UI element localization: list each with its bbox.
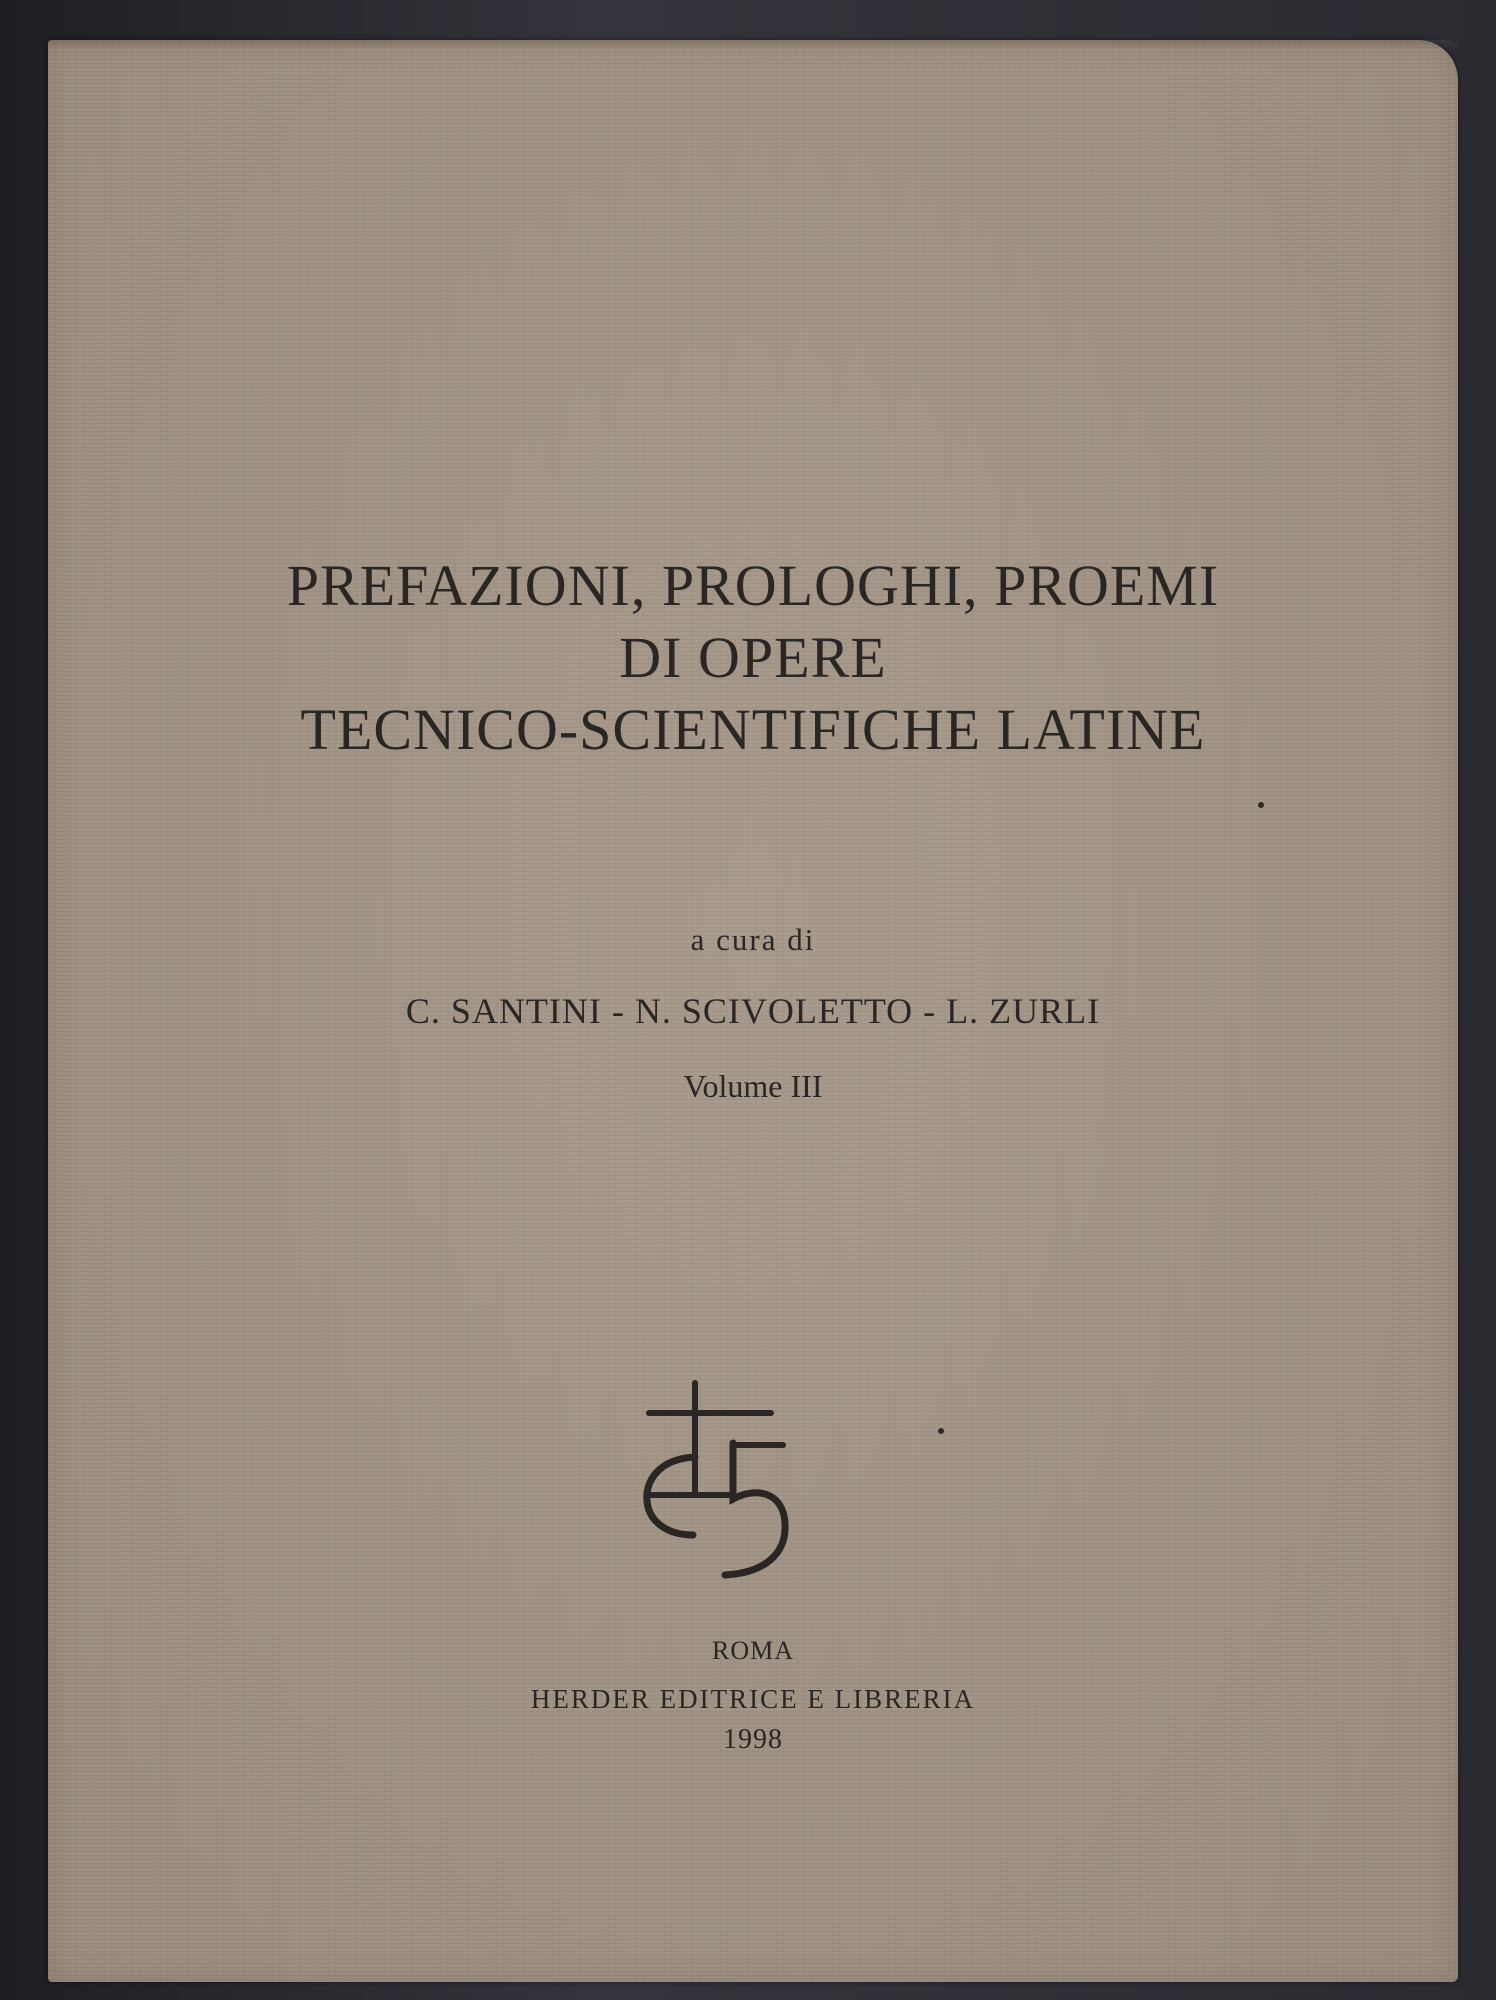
publication-year: 1998: [723, 1724, 783, 1755]
title-line-3: TECNICO-SCIENTIFICHE LATINE: [300, 697, 1206, 762]
paper-speck: [1258, 802, 1264, 808]
book-cover: [48, 40, 1458, 1982]
book-title: [48, 550, 1458, 766]
paper-speck: [938, 1428, 944, 1434]
publisher-monogram-icon: [633, 1375, 833, 1595]
title-line-1: PREFAZIONI, PROLOGHI, PROEMI: [286, 553, 1220, 618]
cover-top-edge: [48, 40, 1458, 50]
volume-label: Volume III: [683, 1068, 823, 1104]
publisher-name: HERDER EDITRICE E LIBRERIA: [530, 1684, 976, 1714]
curated-by-label: a cura di: [690, 922, 816, 957]
title-line-2: DI OPERE: [619, 625, 887, 690]
publisher-city: ROMA: [711, 1636, 794, 1665]
editors-names: C. SANTINI - N. SCIVOLETTO - L. ZURLI: [405, 991, 1101, 1031]
